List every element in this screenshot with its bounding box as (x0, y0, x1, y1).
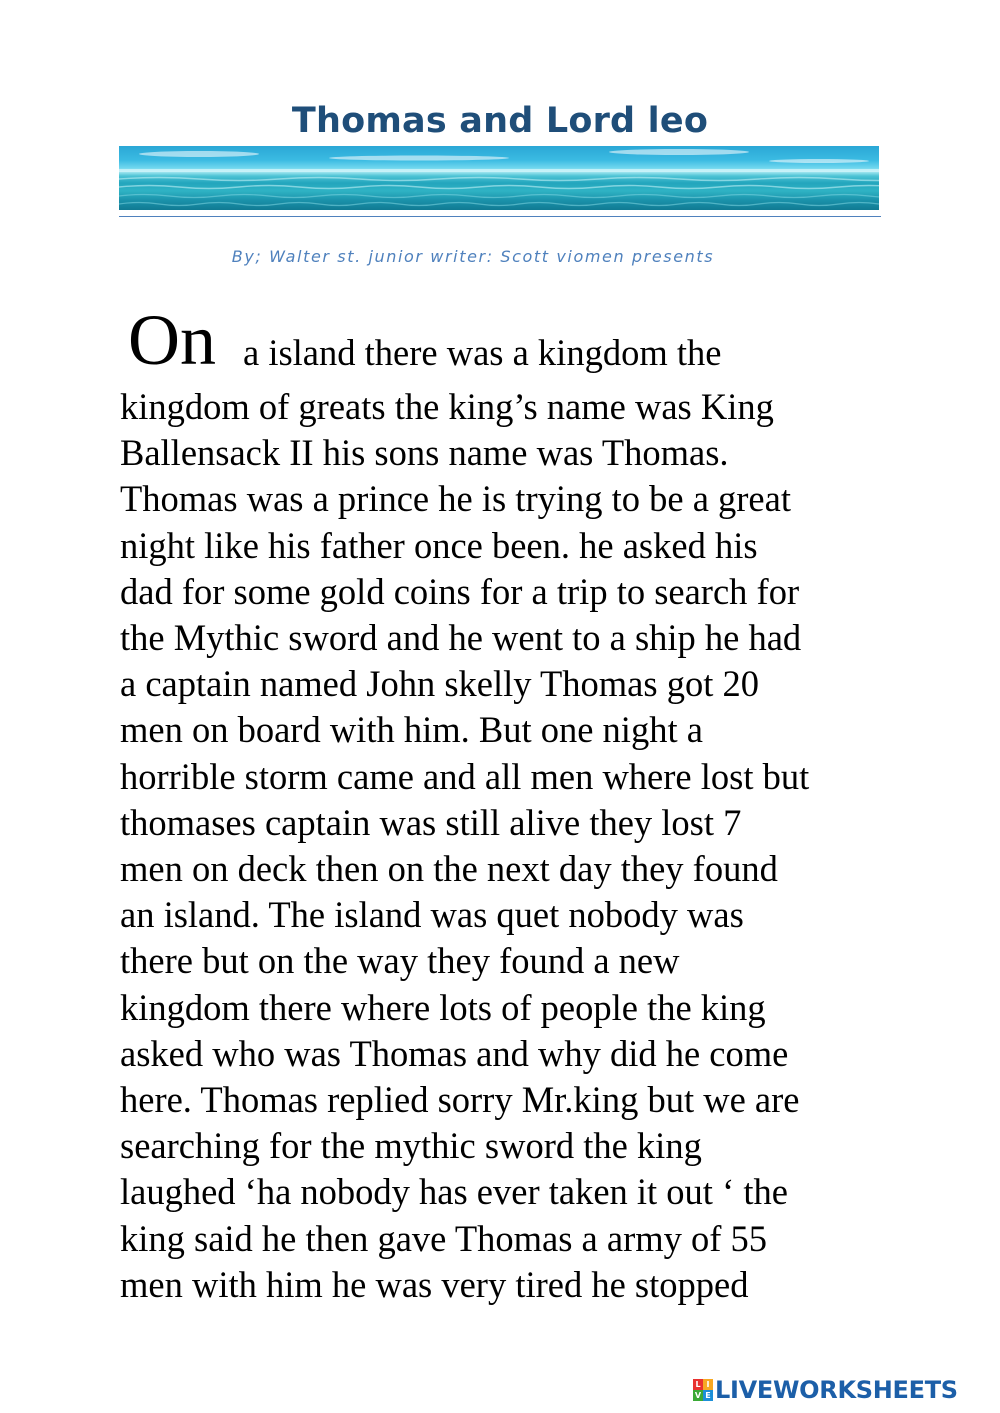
title-divider (119, 216, 881, 217)
badge-letter: E (703, 1390, 713, 1401)
story-line: laughed ‘ha nobody has ever taken it out ‘ the (120, 1171, 788, 1213)
story-line: thomases captain was still alive they lost 7 (120, 801, 742, 843)
first-line-text: a island there was a kingdom the (243, 332, 722, 373)
liveworksheets-logo (693, 1377, 958, 1403)
story-line: an island. The island was quet nobody was (120, 894, 744, 936)
story-line: horrible storm came and all men where lost but (120, 755, 810, 797)
story-line: here. Thomas replied sorry Mr.king but we are (120, 1079, 800, 1121)
badge-letter: V (694, 1391, 702, 1400)
story-line: night like his father once been. he asked his (120, 524, 758, 566)
story-line: searching for the mythic sword the king (120, 1125, 702, 1167)
author-byline: By; Walter st. junior writer: Scott viomen presents (231, 247, 715, 266)
ocean-wave-pattern (119, 146, 879, 210)
story-line: asked who was Thomas and why did he come (120, 1032, 789, 1074)
story-text (120, 300, 900, 1308)
story-line: there but on the way they found a new (120, 940, 680, 982)
badge-letter: L (693, 1379, 703, 1390)
story-line: a captain named John skelly Thomas got 20 (120, 663, 759, 705)
story-line: the Mythic sword and he went to a ship he had (120, 617, 802, 659)
story-line: Thomas was a prince he is trying to be a great (120, 478, 791, 520)
story-line: dad for some gold coins for a trip to search for (120, 570, 800, 612)
story-line: men on board with him. But one night a (120, 709, 703, 751)
story-first-line (120, 300, 900, 384)
story-line: kingdom there where lots of people the king (120, 986, 766, 1028)
drop-cap: On (128, 300, 216, 380)
story-line: kingdom of greats the king’s name was King (120, 386, 774, 427)
story-line: men with him he was very tired he stopped (120, 1263, 749, 1305)
badge-letter: I (703, 1379, 713, 1390)
ocean-banner-image (119, 146, 879, 210)
story-line: king said he then gave Thomas a army of 55 (120, 1217, 768, 1259)
brand-name: LIVEWORKSHEETS (715, 1376, 958, 1404)
story-line: Ballensack II his sons name was Thomas. (120, 432, 729, 474)
page-title: Thomas and Lord leo (291, 101, 709, 141)
live-badge-icon (693, 1379, 713, 1401)
story-line: men on deck then on the next day they found (120, 848, 778, 890)
